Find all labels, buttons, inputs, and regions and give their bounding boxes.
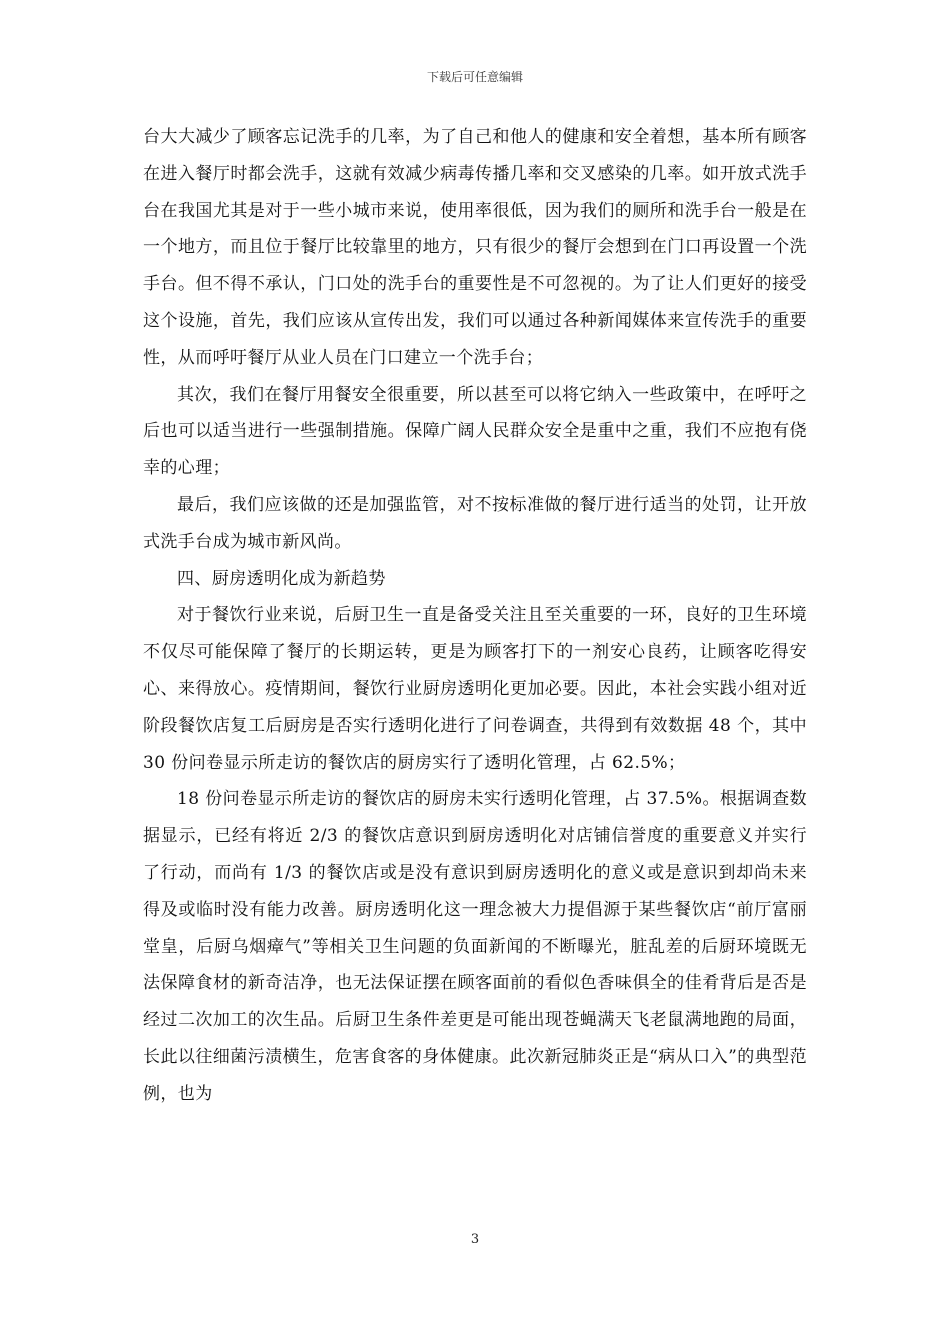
paragraph: 对于餐饮行业来说，后厨卫生一直是备受关注且至关重要的一环，良好的卫生环境不仅尽可能保障了餐厅的长期运转，更是为顾客打下的一剂安心良药，让顾客吃得安心、来得放心。疫情期间，餐饮行业厨房透明化更加必要。因此，本社会实践小组对近阶段餐饮店复工后厨房是否实行透明化进行了问卷调查，共得到有效数据 48 个，其中 30 份问卷显示所走访的餐饮店的厨房实行了透明化管理，占 62.5%；	[143, 605, 807, 773]
document-body	[143, 119, 807, 1113]
page-number: 3	[470, 1232, 480, 1247]
paragraph: 台大大减少了顾客忘记洗手的几率，为了自己和他人的健康和安全着想，基本所有顾客在进入餐厅时都会洗手，这就有效减少病毒传播几率和交叉感染的几率。如开放式洗手台在我国尤其是对于一些小城市来说，使用率很低，因为我们的厕所和洗手台一般是在一个地方，而且位于餐厅比较靠里的地方，只有很少的餐厅会想到在门口再设置一个洗手台。但不得不承认，门口处的洗手台的重要性是不可忽视的。为了让人们更好的接受这个设施，首先，我们应该从宣传出发，我们可以通过各种新闻媒体来宣传洗手的重要性，从而呼吁餐厅从业人员在门口建立一个洗手台；	[143, 127, 807, 368]
paragraph: 其次，我们在餐厅用餐安全很重要，所以甚至可以将它纳入一些政策中，在呼吁之后也可以适当进行一些强制措施。保障广阔人民群众安全是重中之重，我们不应抱有侥幸的心理；	[143, 384, 807, 479]
paragraph: 最后，我们应该做的还是加强监管，对不按标准做的餐厅进行适当的处罚，让开放式洗手台成为城市新风尚。	[143, 494, 807, 552]
section-heading: 四、厨房透明化成为新趋势	[177, 568, 386, 589]
paragraph: 18 份问卷显示所走访的餐饮店的厨房未实行透明化管理，占 37.5%。根据调查数据显示，已经有将近 2/3 的餐饮店意识到厨房透明化对店铺信誉度的重要意义并实行了行动，而尚有 1/3 的餐饮店或是没有意识到厨房透明化的意义或是意识到却尚未来得及或临时没有能力改善。厨房透明化这一理念被大力提倡源于某些餐饮店“前厅富丽堂皇，后厨乌烟瘴气”等相关卫生问题的负面新闻的不断曝光，脏乱差的后厨环境既无法保障食材的新奇洁净，也无法保证摆在顾客面前的看似色香味俱全的佳肴背后是否是经过二次加工的次生品。后厨卫生条件差更是可能出现苍蝇满天飞老鼠满地跑的局面，长此以往细菌污渍横生，危害食客的身体健康。此次新冠肺炎正是“病从口入”的典型范例，也为	[143, 789, 807, 1104]
page-header: 下载后可任意编辑	[426, 70, 523, 84]
